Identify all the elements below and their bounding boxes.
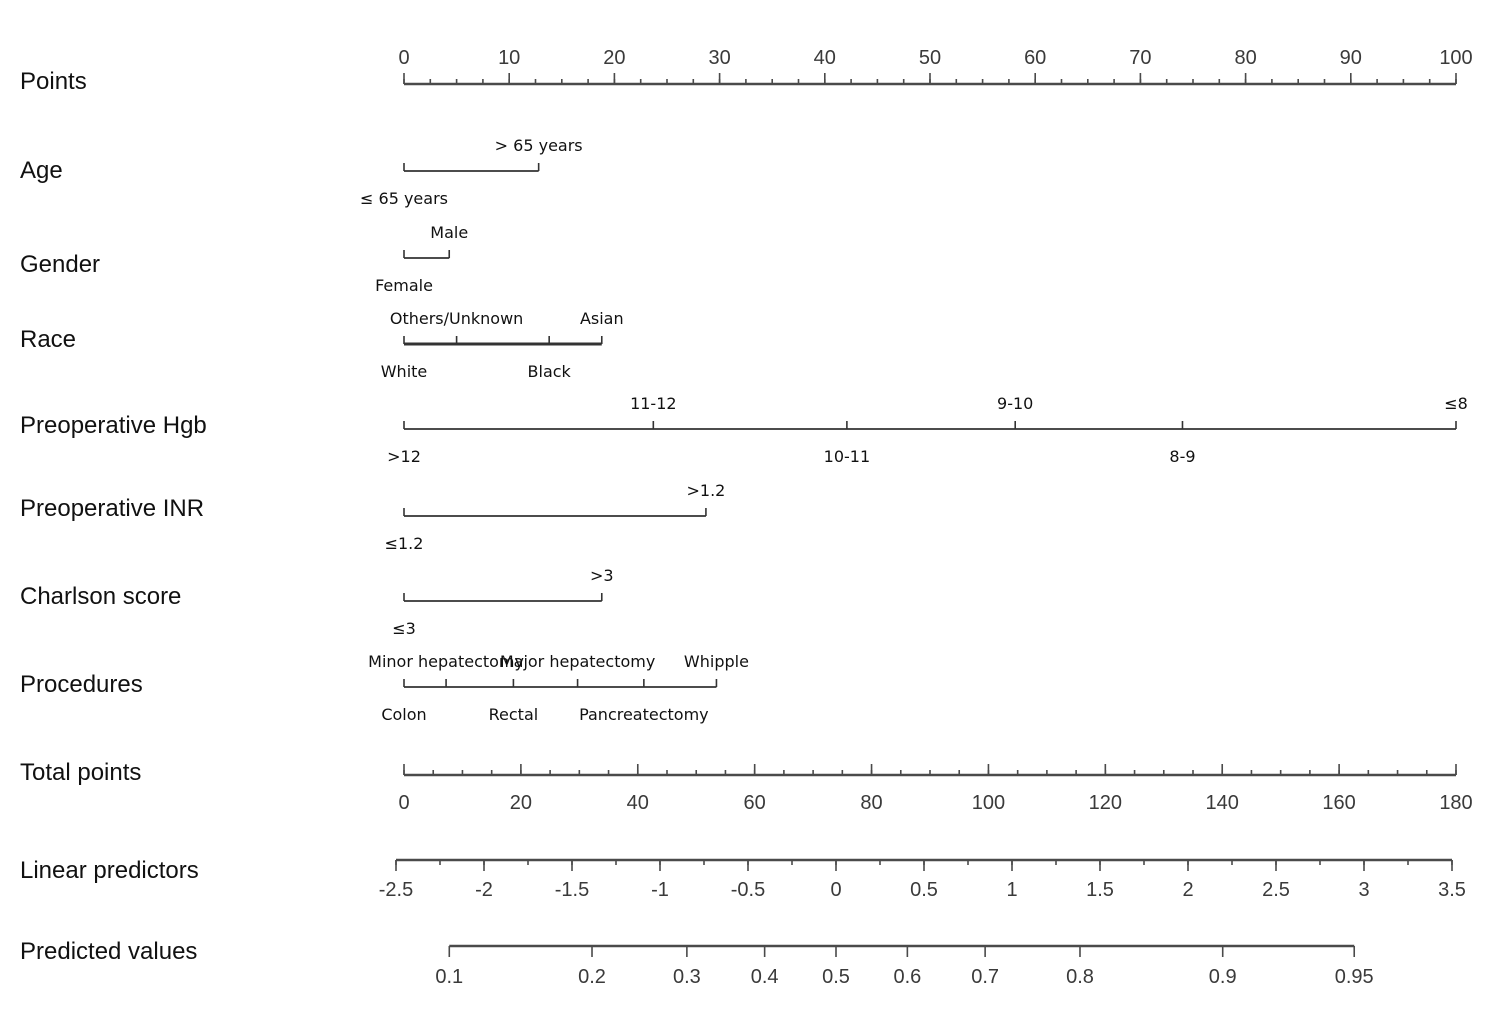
predicted-values-axis-label: Predicted values [20,938,198,965]
variable-scale-charlson-score [392,566,613,638]
variable-scale-preoperative-inr [385,481,726,553]
tick-label: 1.5 [1086,879,1114,901]
variable-scale-age [360,136,583,208]
level-label-others-unknown: Others/Unknown [389,309,524,328]
tick-label: 80 [860,792,883,814]
tick-label: 0 [398,47,410,69]
tick-label: 0.3 [672,966,701,988]
predicted-values-axis [435,946,1373,988]
level-label-pancreatectomy: Pancreatectomy [579,705,709,724]
level-label-white: White [380,362,428,381]
level-label-female: Female [375,276,433,295]
tick-label: 3 [1358,879,1370,901]
tick-label: 50 [918,47,942,69]
variable-scale-race [381,309,624,381]
tick-label: -2.5 [378,879,414,901]
level-label-male: Male [430,223,469,242]
level-label-whipple: Whipple [683,652,749,671]
level-label-11-12: 11-12 [630,394,677,413]
tick-label: 120 [1088,792,1123,814]
level-label-gt-3: >3 [589,566,614,585]
tick-label: 40 [626,792,649,814]
variable-label-age: Age [20,157,63,184]
tick-label: 70 [1129,47,1152,69]
tick-label: 0.2 [578,966,606,988]
tick-label: 0.7 [971,966,1000,988]
tick-label: 30 [708,47,731,69]
tick-label: 140 [1205,792,1239,814]
tick-label: -1.5 [554,879,590,901]
tick-label: 0.6 [893,966,922,988]
variable-label-charlson-score: Charlson score [20,583,182,610]
tick-label: -0.5 [730,879,766,901]
variable-label-preoperative-hgb: Preoperative Hgb [20,412,207,439]
tick-label: 2.5 [1262,879,1290,901]
level-label-major-hepatectomy: Major hepatectomy [499,652,656,671]
linear-predictors-axis-label: Linear predictors [20,857,199,884]
tick-label: 80 [1234,47,1257,69]
tick-label: 160 [1322,792,1356,814]
total-points-axis [398,764,1472,814]
variable-label-race: Race [20,326,77,353]
level-label-colon: Colon [381,705,427,724]
tick-label: 100 [1439,47,1473,69]
points-axis [398,47,1472,84]
tick-label: 20 [603,47,626,69]
tick-label: 180 [1439,792,1473,814]
tick-label: 3.5 [1438,879,1466,901]
level-label-le-3: ≤3 [392,619,416,638]
tick-label: 2 [1182,879,1194,901]
tick-label: 0.5 [910,879,938,901]
tick-label: 0.4 [750,966,779,988]
level-label-9-10: 9-10 [997,394,1034,413]
tick-label: 60 [1024,47,1047,69]
level-label-le-1-2: ≤1.2 [384,534,424,553]
variable-label-preoperative-inr: Preoperative INR [20,495,205,522]
tick-label: 0.95 [1334,966,1374,988]
variable-scale-gender [375,223,468,295]
level-label-rectal: Rectal [488,705,539,724]
tick-label: 40 [813,47,836,69]
level-label-le-65-years: ≤ 65 years [360,189,448,208]
level-label-le-8: ≤8 [1444,394,1468,413]
tick-label: 1 [1006,879,1018,901]
variable-label-procedures: Procedures [20,671,143,698]
level-label-black: Black [527,362,571,381]
tick-label: 10 [498,47,521,69]
tick-label: 20 [509,792,533,814]
tick-label: -2 [475,879,493,901]
level-label-gt-65-years: > 65 years [494,136,583,155]
linear-predictors-axis [379,860,1466,901]
tick-label: 0.9 [1208,966,1237,988]
tick-label: 100 [971,792,1006,814]
tick-label: -1 [651,879,669,901]
level-label-asian: Asian [579,309,624,328]
tick-label: 0 [398,792,410,814]
level-label-minor-hepatectomy: Minor hepatectomy [368,652,524,671]
variable-label-gender: Gender [20,251,101,278]
tick-label: 60 [743,792,766,814]
variable-scale-preoperative-hgb [387,394,1468,466]
tick-label: 0 [830,879,842,901]
level-label-8-9: 8-9 [1169,447,1196,466]
tick-label: 0.1 [435,966,464,988]
tick-label: 0.5 [822,966,850,988]
level-label-gt-12: >12 [387,447,421,466]
tick-label: 0.8 [1066,966,1094,988]
points-axis-label: Points [20,68,87,95]
level-label-gt-1-2: >1.2 [686,481,726,500]
tick-label: 90 [1339,47,1362,69]
level-label-10-11: 10-11 [823,447,871,466]
total-points-axis-label: Total points [20,759,142,786]
variable-scale-procedures [368,652,749,724]
